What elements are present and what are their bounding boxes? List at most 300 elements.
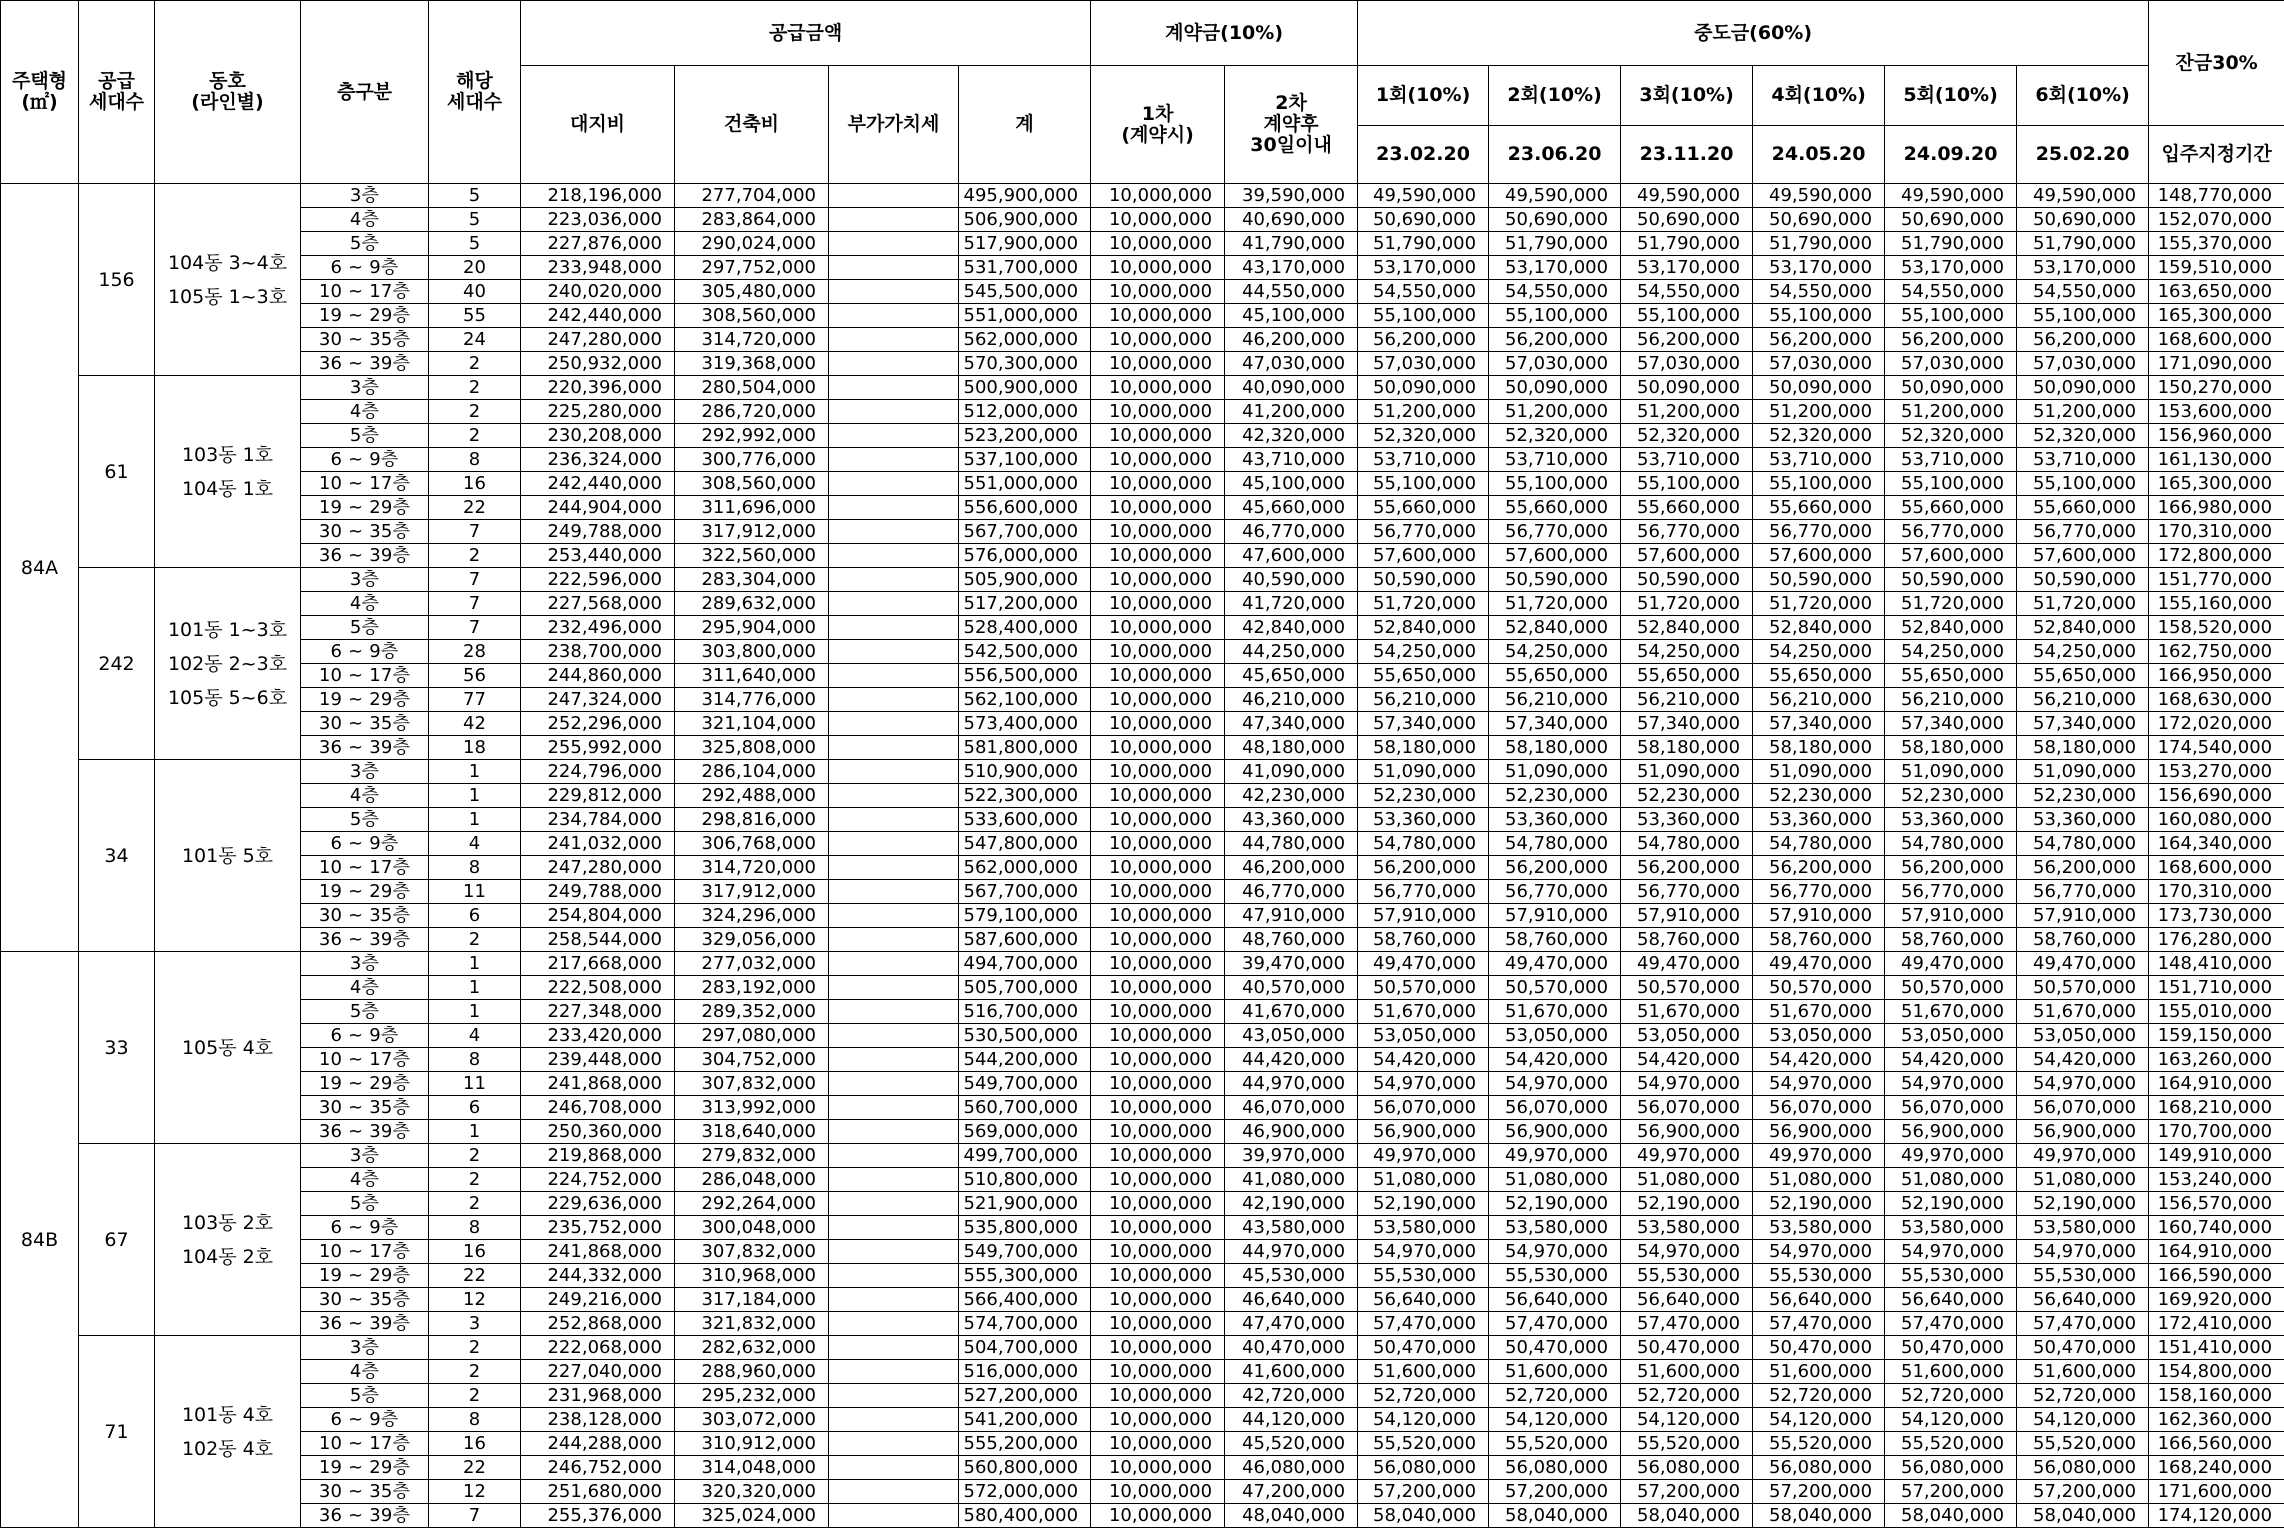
header-deposit: 계약금(10%) [1091,1,1358,66]
supply-units-cell: 34 [79,760,155,952]
dong-ho-cell: 101동 4호 102동 4호 [155,1336,301,1528]
household-count: 28 [429,640,521,664]
interim-payment: 51,200,000 [1621,400,1753,424]
building-cost: 279,832,000 [675,1144,829,1168]
table-row [1,1504,2284,1528]
balance-payment: 176,280,000 [2149,928,2284,952]
interim-payment: 49,470,000 [1885,952,2017,976]
interim-payment: 57,910,000 [2017,904,2149,928]
household-count: 1 [429,976,521,1000]
deposit-2nd: 42,720,000 [1225,1384,1358,1408]
total-price: 562,000,000 [959,328,1091,352]
building-cost: 313,992,000 [675,1096,829,1120]
interim-payment: 51,080,000 [1753,1168,1885,1192]
deposit-2nd: 39,470,000 [1225,952,1358,976]
floor-range: 5층 [301,232,429,256]
balance-payment: 153,270,000 [2149,760,2284,784]
balance-payment: 156,960,000 [2149,424,2284,448]
interim-payment: 56,200,000 [1753,856,1885,880]
building-cost: 310,968,000 [675,1264,829,1288]
deposit-1st: 10,000,000 [1091,232,1225,256]
floor-range: 4층 [301,784,429,808]
floor-range: 19 ~ 29층 [301,688,429,712]
interim-payment: 57,340,000 [1489,712,1621,736]
interim-payment: 58,180,000 [1621,736,1753,760]
building-cost: 303,800,000 [675,640,829,664]
building-cost: 288,960,000 [675,1360,829,1384]
table-row [1,952,2284,976]
building-cost: 289,632,000 [675,592,829,616]
land-cost: 247,280,000 [521,328,675,352]
vat-cell [829,1240,959,1264]
total-price: 562,000,000 [959,856,1091,880]
land-cost: 241,868,000 [521,1240,675,1264]
deposit-1st: 10,000,000 [1091,352,1225,376]
household-count: 2 [429,352,521,376]
interim-payment: 57,200,000 [1489,1480,1621,1504]
floor-range: 30 ~ 35층 [301,1288,429,1312]
header-land: 대지비 [521,66,675,184]
interim-payment: 56,070,000 [1489,1096,1621,1120]
land-cost: 249,788,000 [521,880,675,904]
interim-payment: 52,230,000 [1358,784,1489,808]
vat-cell [829,688,959,712]
balance-payment: 151,770,000 [2149,568,2284,592]
interim-payment: 54,550,000 [1489,280,1621,304]
interim-payment: 52,230,000 [1885,784,2017,808]
interim-payment: 56,080,000 [1885,1456,2017,1480]
balance-payment: 168,630,000 [2149,688,2284,712]
household-count: 2 [429,1168,521,1192]
interim-payment: 55,100,000 [1885,472,2017,496]
interim-payment: 54,780,000 [1885,832,2017,856]
land-cost: 233,420,000 [521,1024,675,1048]
supply-units-cell: 33 [79,952,155,1144]
interim-payment: 54,970,000 [1753,1240,1885,1264]
floor-range: 36 ~ 39층 [301,1312,429,1336]
interim-payment: 50,590,000 [1885,568,2017,592]
vat-cell [829,904,959,928]
vat-cell [829,760,959,784]
floor-range: 30 ~ 35층 [301,328,429,352]
balance-payment: 166,950,000 [2149,664,2284,688]
interim-payment: 55,530,000 [1358,1264,1489,1288]
vat-cell [829,424,959,448]
interim-payment: 50,570,000 [1753,976,1885,1000]
interim-payment: 56,200,000 [1358,328,1489,352]
household-count: 1 [429,808,521,832]
table-row [1,832,2284,856]
total-price: 505,900,000 [959,568,1091,592]
balance-payment: 171,600,000 [2149,1480,2284,1504]
household-count: 5 [429,232,521,256]
deposit-2nd: 44,970,000 [1225,1072,1358,1096]
building-cost: 277,704,000 [675,184,829,208]
interim-payment: 52,190,000 [2017,1192,2149,1216]
interim-payment: 53,360,000 [2017,808,2149,832]
total-price: 567,700,000 [959,880,1091,904]
deposit-1st: 10,000,000 [1091,1144,1225,1168]
building-cost: 295,904,000 [675,616,829,640]
interim-payment: 55,520,000 [1753,1432,1885,1456]
floor-range: 10 ~ 17층 [301,1432,429,1456]
total-price: 567,700,000 [959,520,1091,544]
floor-range: 10 ~ 17층 [301,1048,429,1072]
balance-payment: 150,270,000 [2149,376,2284,400]
balance-payment: 151,410,000 [2149,1336,2284,1360]
vat-cell [829,616,959,640]
land-cost: 229,636,000 [521,1192,675,1216]
interim-payment: 50,690,000 [2017,208,2149,232]
interim-payment: 56,080,000 [1753,1456,1885,1480]
interim-payment: 53,050,000 [1621,1024,1753,1048]
interim-payment: 54,970,000 [2017,1240,2149,1264]
vat-cell [829,832,959,856]
interim-payment: 55,660,000 [2017,496,2149,520]
household-count: 16 [429,1240,521,1264]
household-count: 22 [429,1264,521,1288]
building-cost: 310,912,000 [675,1432,829,1456]
supply-units-cell: 67 [79,1144,155,1336]
table-row [1,664,2284,688]
interim-payment: 54,420,000 [2017,1048,2149,1072]
deposit-1st: 10,000,000 [1091,712,1225,736]
interim-payment: 50,590,000 [1489,568,1621,592]
land-cost: 249,216,000 [521,1288,675,1312]
deposit-1st: 10,000,000 [1091,448,1225,472]
table-row [1,640,2284,664]
land-cost: 218,196,000 [521,184,675,208]
deposit-2nd: 41,090,000 [1225,760,1358,784]
interim-payment: 53,580,000 [1753,1216,1885,1240]
balance-payment: 148,770,000 [2149,184,2284,208]
building-cost: 286,720,000 [675,400,829,424]
interim-payment: 58,040,000 [1489,1504,1621,1528]
land-cost: 229,812,000 [521,784,675,808]
deposit-1st: 10,000,000 [1091,784,1225,808]
table-row [1,1432,2284,1456]
building-cost: 306,768,000 [675,832,829,856]
floor-range: 10 ~ 17층 [301,856,429,880]
floor-range: 5층 [301,1384,429,1408]
interim-payment: 52,840,000 [2017,616,2149,640]
header-supply-units: 공급 세대수 [79,1,155,184]
interim-payment: 52,720,000 [2017,1384,2149,1408]
deposit-1st: 10,000,000 [1091,568,1225,592]
interim-payment: 54,970,000 [1621,1240,1753,1264]
deposit-2nd: 41,080,000 [1225,1168,1358,1192]
table-row [1,1000,2284,1024]
floor-range: 4층 [301,208,429,232]
household-count: 4 [429,832,521,856]
land-cost: 255,992,000 [521,736,675,760]
header-households: 해당 세대수 [429,1,521,184]
interim-payment: 56,200,000 [2017,856,2149,880]
land-cost: 250,360,000 [521,1120,675,1144]
floor-range: 19 ~ 29층 [301,1456,429,1480]
deposit-2nd: 44,250,000 [1225,640,1358,664]
interim-payment: 53,050,000 [1358,1024,1489,1048]
deposit-1st: 10,000,000 [1091,616,1225,640]
interim-payment: 55,650,000 [1885,664,2017,688]
deposit-1st: 10,000,000 [1091,688,1225,712]
vat-cell [829,1144,959,1168]
building-cost: 311,640,000 [675,664,829,688]
total-price: 570,300,000 [959,352,1091,376]
floor-range: 36 ~ 39층 [301,1120,429,1144]
building-cost: 318,640,000 [675,1120,829,1144]
table-row [1,904,2284,928]
interim-payment: 57,200,000 [1753,1480,1885,1504]
total-price: 522,300,000 [959,784,1091,808]
interim-payment: 57,600,000 [1885,544,2017,568]
vat-cell [829,1024,959,1048]
interim-payment: 54,420,000 [1885,1048,2017,1072]
vat-cell [829,1264,959,1288]
interim-payment: 55,520,000 [1621,1432,1753,1456]
deposit-2nd: 47,470,000 [1225,1312,1358,1336]
interim-payment: 49,590,000 [1621,184,1753,208]
deposit-2nd: 46,200,000 [1225,856,1358,880]
interim-payment: 51,600,000 [1753,1360,1885,1384]
deposit-1st: 10,000,000 [1091,1432,1225,1456]
deposit-2nd: 46,770,000 [1225,520,1358,544]
interim-payment: 51,720,000 [2017,592,2149,616]
interim-payment: 52,840,000 [1753,616,1885,640]
building-cost: 307,832,000 [675,1072,829,1096]
interim-payment: 56,900,000 [1621,1120,1753,1144]
interim-payment: 56,200,000 [1621,856,1753,880]
land-cost: 244,904,000 [521,496,675,520]
deposit-2nd: 40,590,000 [1225,568,1358,592]
interim-payment: 50,590,000 [1621,568,1753,592]
household-count: 7 [429,568,521,592]
household-count: 1 [429,952,521,976]
land-cost: 241,868,000 [521,1072,675,1096]
header-interim-date: 24.09.20 [1885,126,2017,184]
interim-payment: 54,970,000 [1621,1072,1753,1096]
interim-payment: 57,910,000 [1489,904,1621,928]
interim-payment: 55,100,000 [1489,472,1621,496]
deposit-1st: 10,000,000 [1091,1288,1225,1312]
interim-payment: 57,030,000 [1489,352,1621,376]
floor-range: 5층 [301,808,429,832]
land-cost: 223,036,000 [521,208,675,232]
land-cost: 225,280,000 [521,400,675,424]
interim-payment: 56,770,000 [1358,880,1489,904]
interim-payment: 57,030,000 [1885,352,2017,376]
supply-units-cell: 61 [79,376,155,568]
household-count: 42 [429,712,521,736]
interim-payment: 56,640,000 [1621,1288,1753,1312]
interim-payment: 57,200,000 [1621,1480,1753,1504]
building-cost: 317,184,000 [675,1288,829,1312]
balance-payment: 165,300,000 [2149,472,2284,496]
land-cost: 252,296,000 [521,712,675,736]
interim-payment: 57,340,000 [2017,712,2149,736]
deposit-1st: 10,000,000 [1091,1024,1225,1048]
total-price: 504,700,000 [959,1336,1091,1360]
deposit-1st: 10,000,000 [1091,304,1225,328]
balance-payment: 168,210,000 [2149,1096,2284,1120]
interim-payment: 51,720,000 [1358,592,1489,616]
interim-payment: 51,790,000 [2017,232,2149,256]
table-row [1,616,2284,640]
interim-payment: 50,690,000 [1885,208,2017,232]
deposit-2nd: 42,840,000 [1225,616,1358,640]
total-price: 521,900,000 [959,1192,1091,1216]
building-cost: 289,352,000 [675,1000,829,1024]
deposit-2nd: 45,660,000 [1225,496,1358,520]
floor-range: 36 ~ 39층 [301,352,429,376]
total-price: 535,800,000 [959,1216,1091,1240]
household-count: 7 [429,592,521,616]
total-price: 579,100,000 [959,904,1091,928]
interim-payment: 56,070,000 [1753,1096,1885,1120]
interim-payment: 51,600,000 [2017,1360,2149,1384]
header-interim-date: 23.06.20 [1489,126,1621,184]
interim-payment: 51,200,000 [1489,400,1621,424]
interim-payment: 54,420,000 [1621,1048,1753,1072]
vat-cell [829,1408,959,1432]
interim-payment: 56,770,000 [2017,520,2149,544]
interim-payment: 55,100,000 [1753,304,1885,328]
total-price: 494,700,000 [959,952,1091,976]
interim-payment: 56,640,000 [1885,1288,2017,1312]
land-cost: 240,020,000 [521,280,675,304]
interim-payment: 58,760,000 [1489,928,1621,952]
deposit-1st: 10,000,000 [1091,328,1225,352]
total-price: 555,200,000 [959,1432,1091,1456]
header-total: 계 [959,66,1091,184]
interim-payment: 53,360,000 [1621,808,1753,832]
household-count: 8 [429,1216,521,1240]
interim-payment: 52,320,000 [1753,424,1885,448]
building-cost: 317,912,000 [675,520,829,544]
interim-payment: 57,030,000 [1621,352,1753,376]
interim-payment: 56,770,000 [1358,520,1489,544]
land-cost: 252,868,000 [521,1312,675,1336]
interim-payment: 57,200,000 [2017,1480,2149,1504]
table-row [1,976,2284,1000]
household-count: 3 [429,1312,521,1336]
deposit-2nd: 46,640,000 [1225,1288,1358,1312]
header-floor: 층구분 [301,1,429,184]
deposit-1st: 10,000,000 [1091,928,1225,952]
building-cost: 290,024,000 [675,232,829,256]
dong-ho-cell: 103동 1호 104동 1호 [155,376,301,568]
vat-cell [829,448,959,472]
interim-payment: 54,120,000 [1753,1408,1885,1432]
balance-payment: 155,370,000 [2149,232,2284,256]
interim-payment: 56,080,000 [1621,1456,1753,1480]
vat-cell [829,1312,959,1336]
interim-payment: 55,100,000 [1358,472,1489,496]
deposit-2nd: 41,670,000 [1225,1000,1358,1024]
household-count: 1 [429,784,521,808]
deposit-2nd: 46,070,000 [1225,1096,1358,1120]
deposit-1st: 10,000,000 [1091,592,1225,616]
household-count: 6 [429,1096,521,1120]
interim-payment: 55,100,000 [1489,304,1621,328]
household-count: 6 [429,904,521,928]
building-cost: 314,776,000 [675,688,829,712]
deposit-1st: 10,000,000 [1091,664,1225,688]
interim-payment: 56,770,000 [1753,880,1885,904]
interim-payment: 56,200,000 [1489,328,1621,352]
interim-payment: 50,090,000 [1753,376,1885,400]
household-count: 7 [429,1504,521,1528]
interim-payment: 54,780,000 [2017,832,2149,856]
vat-cell [829,712,959,736]
interim-payment: 51,670,000 [1489,1000,1621,1024]
household-count: 1 [429,760,521,784]
land-cost: 249,788,000 [521,520,675,544]
vat-cell [829,1216,959,1240]
interim-payment: 52,230,000 [1621,784,1753,808]
household-count: 5 [429,184,521,208]
interim-payment: 56,200,000 [1621,328,1753,352]
land-cost: 236,324,000 [521,448,675,472]
vat-cell [829,1072,959,1096]
balance-payment: 151,710,000 [2149,976,2284,1000]
interim-payment: 57,470,000 [1358,1312,1489,1336]
vat-cell [829,1360,959,1384]
balance-payment: 148,410,000 [2149,952,2284,976]
land-cost: 251,680,000 [521,1480,675,1504]
interim-payment: 50,470,000 [1621,1336,1753,1360]
table-row [1,256,2284,280]
interim-payment: 50,590,000 [2017,568,2149,592]
floor-range: 6 ~ 9층 [301,1408,429,1432]
land-cost: 227,040,000 [521,1360,675,1384]
interim-payment: 58,180,000 [1753,736,1885,760]
deposit-1st: 10,000,000 [1091,1168,1225,1192]
deposit-1st: 10,000,000 [1091,760,1225,784]
balance-payment: 158,520,000 [2149,616,2284,640]
dong-ho-cell: 105동 4호 [155,952,301,1144]
land-cost: 253,440,000 [521,544,675,568]
interim-payment: 57,200,000 [1885,1480,2017,1504]
household-count: 12 [429,1288,521,1312]
interim-payment: 57,340,000 [1753,712,1885,736]
interim-payment: 49,970,000 [1621,1144,1753,1168]
interim-payment: 54,120,000 [2017,1408,2149,1432]
total-price: 512,000,000 [959,400,1091,424]
floor-range: 36 ~ 39층 [301,736,429,760]
land-cost: 217,668,000 [521,952,675,976]
table-row [1,1480,2284,1504]
interim-payment: 51,720,000 [1621,592,1753,616]
balance-payment: 163,650,000 [2149,280,2284,304]
deposit-2nd: 47,030,000 [1225,352,1358,376]
interim-payment: 50,690,000 [1753,208,1885,232]
total-price: 569,000,000 [959,1120,1091,1144]
floor-range: 36 ~ 39층 [301,928,429,952]
house-type-cell: 84B [1,952,79,1528]
floor-range: 30 ~ 35층 [301,1480,429,1504]
interim-payment: 50,690,000 [1489,208,1621,232]
interim-payment: 54,420,000 [1753,1048,1885,1072]
floor-range: 30 ~ 35층 [301,712,429,736]
interim-payment: 57,600,000 [1489,544,1621,568]
household-count: 2 [429,400,521,424]
interim-payment: 55,650,000 [1358,664,1489,688]
table-row [1,736,2284,760]
interim-payment: 51,080,000 [1885,1168,2017,1192]
total-price: 530,500,000 [959,1024,1091,1048]
interim-payment: 56,770,000 [1489,520,1621,544]
